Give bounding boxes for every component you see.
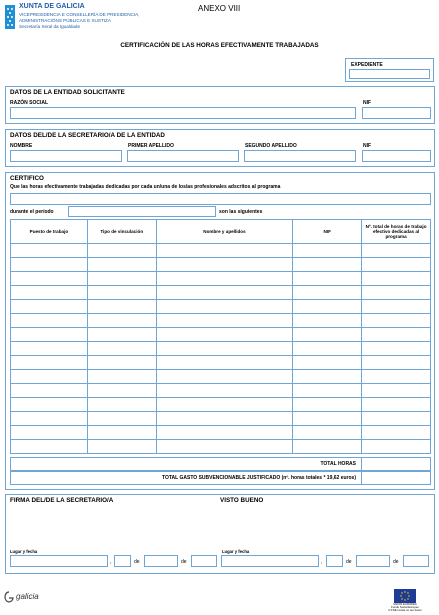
table-cell[interactable]: [293, 244, 362, 258]
razon-social-field[interactable]: [10, 107, 356, 119]
table-cell[interactable]: [293, 342, 362, 356]
table-cell[interactable]: [293, 384, 362, 398]
certifico-text: Que las horas efectivamente trabajadas dedicadas por cada un/una de los/as profesionales adscritos al programa: [10, 184, 281, 190]
table-cell[interactable]: [362, 244, 431, 258]
table-cell[interactable]: [87, 258, 156, 272]
table-cell[interactable]: [362, 286, 431, 300]
table-cell[interactable]: [156, 426, 293, 440]
table-row: [11, 356, 431, 370]
table-row: [11, 370, 431, 384]
firma-ano-field[interactable]: [191, 555, 217, 567]
table-cell[interactable]: [362, 412, 431, 426]
firma-comma: ,: [110, 559, 112, 565]
table-cell[interactable]: [362, 300, 431, 314]
primer-apellido-field[interactable]: [127, 150, 239, 162]
expediente-field[interactable]: [349, 69, 430, 79]
razon-social-label: RAZÓN SOCIAL: [10, 100, 49, 106]
expediente-label: EXPEDIENTE: [351, 62, 383, 68]
galicia-logo-icon: [4, 591, 14, 603]
table-row: [11, 398, 431, 412]
table-row: [11, 440, 431, 454]
total-gasto-field[interactable]: [361, 471, 431, 485]
firma-de-2: de: [181, 559, 187, 565]
table-cell[interactable]: [87, 356, 156, 370]
table-cell[interactable]: [11, 426, 88, 440]
table-cell[interactable]: [156, 412, 293, 426]
eu-line-3: O FSE inviste no teu futuro: [388, 608, 422, 613]
lugar-fecha-label-2: Lugar y fecha: [222, 549, 250, 554]
table-cell[interactable]: [156, 440, 293, 454]
visto-bueno-title: VISTO BUENO: [220, 497, 264, 504]
table-cell[interactable]: [156, 286, 293, 300]
firma-mes-field[interactable]: [144, 555, 178, 567]
certifico-title: CERTIFICO: [10, 175, 44, 182]
table-row: [11, 384, 431, 398]
table-cell[interactable]: [11, 398, 88, 412]
table-cell[interactable]: [293, 258, 362, 272]
primer-apellido-label: PRIMER APELLIDO: [128, 143, 174, 149]
nombre-field[interactable]: [10, 150, 122, 162]
table-cell[interactable]: [11, 272, 88, 286]
galicia-logo-text: galicia: [16, 592, 39, 601]
table-cell[interactable]: [293, 426, 362, 440]
table-cell[interactable]: [156, 300, 293, 314]
visto-lugar-field[interactable]: [221, 555, 319, 567]
table-cell[interactable]: [11, 244, 88, 258]
table-row: [11, 244, 431, 258]
col-puesto: Puesto de trabajo: [11, 220, 88, 244]
table-cell[interactable]: [87, 426, 156, 440]
table-cell[interactable]: [87, 314, 156, 328]
firma-de-1: de: [134, 559, 140, 565]
table-cell[interactable]: [11, 412, 88, 426]
visto-mes-field[interactable]: [356, 555, 390, 567]
table-cell[interactable]: [293, 398, 362, 412]
firma-lugar-field[interactable]: [10, 555, 108, 567]
secretario-title: DATOS DEL/DE LA SECRETARIO/A DE LA ENTIDAD: [10, 132, 165, 139]
eu-line-1: UNIÓN EUROPEA: [393, 602, 417, 606]
dept-line-1: VICEPRESIDENCIA E CONSELLERÍA DE PRESIDENCIA,: [19, 12, 140, 17]
table-cell[interactable]: [293, 300, 362, 314]
table-row: [11, 258, 431, 272]
table-cell[interactable]: [156, 370, 293, 384]
xunta-emblem-icon: [5, 5, 15, 29]
table-cell[interactable]: [362, 398, 431, 412]
table-cell[interactable]: [362, 384, 431, 398]
table-cell[interactable]: [362, 342, 431, 356]
table-cell[interactable]: [293, 286, 362, 300]
table-cell[interactable]: [156, 328, 293, 342]
secretario-nif-label: NIF: [363, 143, 372, 149]
table-row: [11, 272, 431, 286]
segundo-apellido-field[interactable]: [244, 150, 356, 162]
table-cell[interactable]: [362, 356, 431, 370]
table-cell[interactable]: [362, 314, 431, 328]
table-row: [11, 342, 431, 356]
table-cell[interactable]: [11, 440, 88, 454]
table-row: [11, 314, 431, 328]
table-cell[interactable]: [293, 328, 362, 342]
col-horas: Nº. total de horas de trabajo efectivo dedicadas al programa: [362, 220, 431, 244]
table-cell[interactable]: [87, 328, 156, 342]
table-cell[interactable]: [362, 258, 431, 272]
table-cell[interactable]: [293, 272, 362, 286]
table-cell[interactable]: [87, 370, 156, 384]
eu-flag-icon: [394, 589, 416, 603]
table-cell[interactable]: [87, 384, 156, 398]
total-horas-field[interactable]: [361, 457, 431, 471]
table-cell[interactable]: [156, 398, 293, 412]
col-nif: NIF: [293, 220, 362, 244]
table-cell[interactable]: [293, 314, 362, 328]
table-cell[interactable]: [87, 398, 156, 412]
dept-line-3: Secretaría Xeral da Igualdade: [19, 24, 81, 29]
table-cell[interactable]: [156, 272, 293, 286]
table-cell[interactable]: [87, 342, 156, 356]
table-cell[interactable]: [362, 440, 431, 454]
page-title: CERTIFICACIÓN DE LAS HORAS EFECTIVAMENTE TRABAJADAS: [120, 42, 319, 49]
table-cell[interactable]: [11, 286, 88, 300]
eu-line-2: Fondo Social Europeo: [391, 605, 419, 610]
entidad-nif-field[interactable]: [362, 107, 431, 119]
table-cell[interactable]: [11, 258, 88, 272]
table-cell[interactable]: [293, 412, 362, 426]
periodo-label: durante el período: [10, 209, 54, 215]
firma-title: FIRMA DEL/DE LA SECRETARIO/A: [10, 497, 114, 504]
visto-de-1: de: [346, 559, 352, 565]
annex-label: ANEXO VIII: [198, 4, 241, 13]
visto-dia-field[interactable]: [326, 555, 343, 567]
dept-line-2: ADMINISTRACIÓNS PÚBLICAS E XUSTIZA: [19, 18, 111, 23]
visto-comma: ,: [321, 559, 323, 565]
periodo-field[interactable]: [68, 206, 216, 217]
table-cell[interactable]: [362, 370, 431, 384]
table-cell[interactable]: [293, 356, 362, 370]
table-cell[interactable]: [87, 272, 156, 286]
total-gasto-label: TOTAL GASTO SUBVENCIONABLE JUSTIFICADO (nº. horas totales * 19,62 euros): [162, 475, 356, 481]
entidad-title: DATOS DE LA ENTIDAD SOLICITANTE: [10, 89, 125, 96]
eu-text: [380, 603, 430, 612]
segundo-apellido-label: SEGUNDO APELLIDO: [245, 143, 297, 149]
table-row: [11, 412, 431, 426]
periodo-suffix: son las siguientes: [219, 209, 263, 215]
table-cell[interactable]: [87, 440, 156, 454]
nombre-label: NOMBRE: [10, 143, 33, 149]
total-horas-label: TOTAL HORAS: [320, 461, 356, 467]
table-cell[interactable]: [293, 440, 362, 454]
table-header-row: [11, 220, 431, 244]
horas-table: [10, 219, 431, 454]
table-row: [11, 426, 431, 440]
table-cell[interactable]: [156, 258, 293, 272]
table-cell[interactable]: [11, 300, 88, 314]
visto-de-2: de: [393, 559, 399, 565]
table-cell[interactable]: [11, 356, 88, 370]
table-cell[interactable]: [156, 314, 293, 328]
table-row: [11, 300, 431, 314]
table-cell[interactable]: [156, 356, 293, 370]
table-cell[interactable]: [11, 370, 88, 384]
table-cell[interactable]: [87, 412, 156, 426]
table-cell[interactable]: [11, 342, 88, 356]
table-cell[interactable]: [87, 300, 156, 314]
secretario-nif-field[interactable]: [362, 150, 431, 162]
lugar-fecha-label-1: Lugar y fecha: [10, 549, 38, 554]
table-cell[interactable]: [362, 328, 431, 342]
table-cell[interactable]: [156, 384, 293, 398]
galicia-logo: [4, 590, 14, 608]
table-row: [11, 328, 431, 342]
table-row: [11, 286, 431, 300]
xunta-logo: [5, 5, 15, 34]
org-name: XUNTA DE GALICIA: [19, 3, 85, 10]
col-tipo: Tipo de vinculación: [87, 220, 156, 244]
table-cell[interactable]: [11, 314, 88, 328]
table-cell[interactable]: [293, 370, 362, 384]
programa-field[interactable]: [10, 193, 431, 205]
entidad-nif-label: NIF: [363, 100, 372, 106]
firma-dia-field[interactable]: [114, 555, 131, 567]
col-nombre: Nombre y apellidos: [156, 220, 293, 244]
table-cell[interactable]: [362, 272, 431, 286]
table-cell[interactable]: [362, 426, 431, 440]
table-cell[interactable]: [11, 384, 88, 398]
table-cell[interactable]: [87, 244, 156, 258]
visto-ano-field[interactable]: [403, 555, 429, 567]
table-cell[interactable]: [156, 342, 293, 356]
table-cell[interactable]: [87, 286, 156, 300]
table-cell[interactable]: [156, 244, 293, 258]
table-cell[interactable]: [11, 328, 88, 342]
